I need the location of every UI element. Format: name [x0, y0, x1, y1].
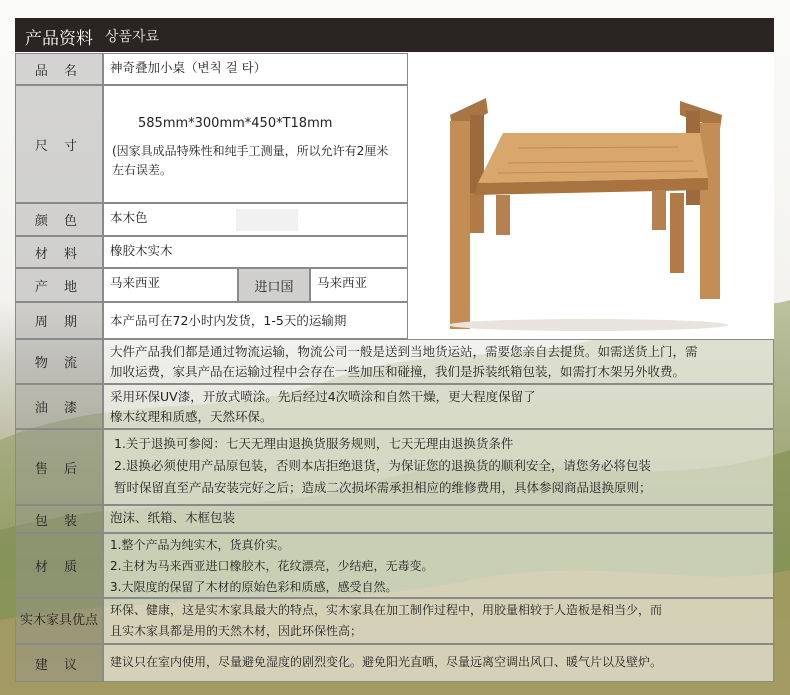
paint-line-1: 采用环保UV漆，开放式喷涂。先后经过4次喷涂和自然干燥，更大程度保留了: [110, 389, 536, 404]
paint-line-2: 橡木纹理和质感，天然环保。: [110, 409, 273, 424]
row-value-material: 橡胶木实木: [103, 236, 408, 268]
row-label-packing: 包 装: [15, 505, 103, 533]
row-label-name: 品 名: [15, 53, 103, 85]
quality-line-2: 2.主材为马来西亚进口橡胶木，花纹漂亮，少结疤，无毒变。: [110, 559, 434, 573]
row-value-color: [103, 203, 408, 236]
product-photo: [408, 53, 774, 339]
row-label-color: 颜 色: [15, 203, 103, 236]
row-label-paint: 油 漆: [15, 384, 103, 429]
row-label-quality: 材 质: [15, 533, 103, 598]
advantage-line-1: 环保、健康，这是实木家具最大的特点，实木家具在加工制作过程中，用胶量相较于人造板是相当少，而: [110, 603, 663, 617]
row-label-logistics: 物 流: [15, 339, 103, 384]
row-value-name: 神奇叠加小桌（변칙 걸 타）: [103, 53, 408, 85]
row-label-size: 尺 寸: [15, 85, 103, 203]
row-value-paint: [103, 384, 774, 429]
import-country-label: 进口国: [238, 268, 310, 302]
import-country-value: 马来西亚: [310, 268, 408, 302]
advantage-line-2: 且实木家具都是用的天然木材，因此环保性高；: [110, 624, 363, 638]
aftersale-line-2: 2.退换必须使用产品原包装，否则本店拒绝退货，为保证您的退换货的顺利安全，请您务必将包装: [114, 458, 651, 473]
quality-line-3: 3.大限度的保留了木材的原始色彩和质感，感受自然。: [110, 580, 398, 594]
row-label-origin: 产 地: [15, 268, 103, 302]
aftersale-line-1: 1.关于退换可参阅：七天无理由退换货服务规则，七天无理由退换货条件: [114, 436, 514, 451]
quality-line-1: 1.整个产品为纯实木，货真价实。: [110, 538, 290, 552]
header-title: 产品资料: [25, 29, 93, 49]
color-value: 本木色: [110, 210, 148, 225]
row-value-logistics: [103, 339, 774, 384]
aftersale-line-3: 暂时保留直至产品安装完好之后；造成二次损坏需承担相应的维修费用，具体参阅商品退换原则；: [114, 480, 652, 495]
row-label-advice: 建 议: [15, 644, 103, 682]
row-label-aftersale: 售 后: [15, 429, 103, 505]
header-subtitle: 상품자료: [105, 29, 160, 45]
row-value-origin: 马来西亚: [103, 268, 238, 302]
row-label-advantage: 实木家具优点: [15, 598, 103, 644]
row-value-advice: 建议只在室内使用，尽量避免湿度的剧烈变化。避免阳光直晒，尽量远离空调出风口、暖气片以及壁炉。: [103, 644, 774, 682]
section-header: [15, 18, 774, 52]
row-value-aftersale: [103, 429, 774, 505]
row-value-period: 本产品可在72小时内发货，1-5天的运输期: [103, 302, 408, 339]
row-value-quality: [103, 533, 774, 598]
logistics-line-1: 大件产品我们都是通过物流运输，物流公司一般是送到当地货运站，需要您亲自去提货。如需送货上门，需: [110, 344, 698, 359]
row-value-packing: 泡沫、纸箱、木框包装: [103, 505, 774, 533]
row-label-period: 周 期: [15, 302, 103, 339]
row-value-advantage: [103, 598, 774, 644]
color-swatch: [236, 209, 298, 231]
stool-image: [408, 53, 774, 339]
row-label-material: 材 料: [15, 236, 103, 268]
logistics-line-2: 加收运费，家具产品在运输过程中会存在一些加压和碰撞，我们是拆装纸箱包装，如需打木架另外收费。: [110, 364, 686, 379]
size-note: (因家具成品特殊性和纯手工测量，所以允许有2厘米左右误差。: [112, 144, 389, 177]
row-value-size: [103, 85, 408, 203]
size-dimensions: 585mm*300mm*450*T18mm: [138, 116, 333, 131]
